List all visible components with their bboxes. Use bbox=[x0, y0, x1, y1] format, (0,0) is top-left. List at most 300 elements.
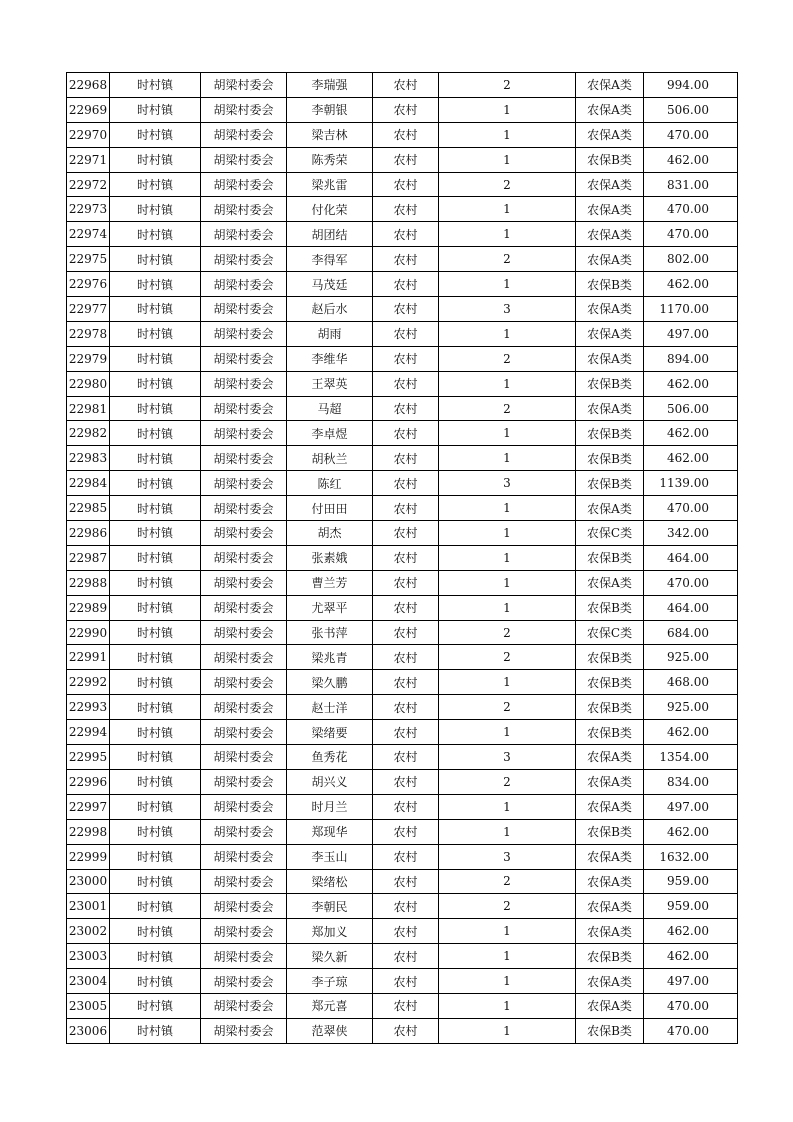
count-cell: 1 bbox=[439, 371, 576, 396]
village-committee-cell: 胡梁村委会 bbox=[201, 794, 287, 819]
row-id-cell: 22991 bbox=[67, 645, 110, 670]
village-committee-cell: 胡梁村委会 bbox=[201, 446, 287, 471]
row-id-cell: 22970 bbox=[67, 122, 110, 147]
name-cell: 付田田 bbox=[287, 496, 373, 521]
amount-cell: 470.00 bbox=[644, 197, 738, 222]
category-cell: 农保A类 bbox=[576, 197, 644, 222]
row-id-cell: 22977 bbox=[67, 297, 110, 322]
table-row bbox=[67, 695, 738, 720]
table-row bbox=[67, 172, 738, 197]
area-type-cell: 农村 bbox=[373, 670, 439, 695]
amount-cell: 497.00 bbox=[644, 794, 738, 819]
amount-cell: 959.00 bbox=[644, 869, 738, 894]
table-row bbox=[67, 1018, 738, 1043]
category-cell: 农保B类 bbox=[576, 446, 644, 471]
row-id-cell: 22994 bbox=[67, 720, 110, 745]
name-cell: 李得军 bbox=[287, 247, 373, 272]
name-cell: 付化荣 bbox=[287, 197, 373, 222]
amount-cell: 470.00 bbox=[644, 993, 738, 1018]
village-committee-cell: 胡梁村委会 bbox=[201, 496, 287, 521]
category-cell: 农保B类 bbox=[576, 1018, 644, 1043]
amount-cell: 506.00 bbox=[644, 396, 738, 421]
amount-cell: 464.00 bbox=[644, 545, 738, 570]
category-cell: 农保A类 bbox=[576, 172, 644, 197]
area-type-cell: 农村 bbox=[373, 346, 439, 371]
category-cell: 农保A类 bbox=[576, 570, 644, 595]
town-cell: 时村镇 bbox=[110, 471, 201, 496]
town-cell: 时村镇 bbox=[110, 819, 201, 844]
name-cell: 梁绪要 bbox=[287, 720, 373, 745]
area-type-cell: 农村 bbox=[373, 570, 439, 595]
count-cell: 1 bbox=[439, 147, 576, 172]
amount-cell: 506.00 bbox=[644, 97, 738, 122]
table-row bbox=[67, 844, 738, 869]
name-cell: 梁绪松 bbox=[287, 869, 373, 894]
row-id-cell: 22969 bbox=[67, 97, 110, 122]
count-cell: 3 bbox=[439, 297, 576, 322]
count-cell: 1 bbox=[439, 819, 576, 844]
area-type-cell: 农村 bbox=[373, 471, 439, 496]
row-id-cell: 22978 bbox=[67, 321, 110, 346]
amount-cell: 497.00 bbox=[644, 321, 738, 346]
category-cell: 农保A类 bbox=[576, 222, 644, 247]
village-committee-cell: 胡梁村委会 bbox=[201, 695, 287, 720]
town-cell: 时村镇 bbox=[110, 620, 201, 645]
area-type-cell: 农村 bbox=[373, 371, 439, 396]
area-type-cell: 农村 bbox=[373, 197, 439, 222]
category-cell: 农保B类 bbox=[576, 421, 644, 446]
name-cell: 李朝民 bbox=[287, 894, 373, 919]
area-type-cell: 农村 bbox=[373, 272, 439, 297]
village-committee-cell: 胡梁村委会 bbox=[201, 272, 287, 297]
area-type-cell: 农村 bbox=[373, 1018, 439, 1043]
town-cell: 时村镇 bbox=[110, 869, 201, 894]
village-committee-cell: 胡梁村委会 bbox=[201, 545, 287, 570]
town-cell: 时村镇 bbox=[110, 645, 201, 670]
area-type-cell: 农村 bbox=[373, 894, 439, 919]
area-type-cell: 农村 bbox=[373, 595, 439, 620]
village-committee-cell: 胡梁村委会 bbox=[201, 645, 287, 670]
row-id-cell: 22984 bbox=[67, 471, 110, 496]
town-cell: 时村镇 bbox=[110, 745, 201, 770]
category-cell: 农保B类 bbox=[576, 272, 644, 297]
town-cell: 时村镇 bbox=[110, 894, 201, 919]
row-id-cell: 23006 bbox=[67, 1018, 110, 1043]
row-id-cell: 22997 bbox=[67, 794, 110, 819]
area-type-cell: 农村 bbox=[373, 645, 439, 670]
village-committee-cell: 胡梁村委会 bbox=[201, 670, 287, 695]
village-committee-cell: 胡梁村委会 bbox=[201, 521, 287, 546]
area-type-cell: 农村 bbox=[373, 122, 439, 147]
town-cell: 时村镇 bbox=[110, 421, 201, 446]
category-cell: 农保C类 bbox=[576, 620, 644, 645]
table-row bbox=[67, 396, 738, 421]
area-type-cell: 农村 bbox=[373, 620, 439, 645]
village-committee-cell: 胡梁村委会 bbox=[201, 819, 287, 844]
category-cell: 农保B类 bbox=[576, 819, 644, 844]
area-type-cell: 农村 bbox=[373, 521, 439, 546]
row-id-cell: 22975 bbox=[67, 247, 110, 272]
table-row bbox=[67, 346, 738, 371]
row-id-cell: 22999 bbox=[67, 844, 110, 869]
amount-cell: 1139.00 bbox=[644, 471, 738, 496]
category-cell: 农保B类 bbox=[576, 545, 644, 570]
town-cell: 时村镇 bbox=[110, 1018, 201, 1043]
category-cell: 农保B类 bbox=[576, 371, 644, 396]
row-id-cell: 22981 bbox=[67, 396, 110, 421]
area-type-cell: 农村 bbox=[373, 297, 439, 322]
amount-cell: 342.00 bbox=[644, 521, 738, 546]
name-cell: 李玉山 bbox=[287, 844, 373, 869]
count-cell: 3 bbox=[439, 844, 576, 869]
table-row bbox=[67, 197, 738, 222]
village-committee-cell: 胡梁村委会 bbox=[201, 122, 287, 147]
name-cell: 陈秀荣 bbox=[287, 147, 373, 172]
town-cell: 时村镇 bbox=[110, 595, 201, 620]
area-type-cell: 农村 bbox=[373, 396, 439, 421]
village-committee-cell: 胡梁村委会 bbox=[201, 396, 287, 421]
amount-cell: 468.00 bbox=[644, 670, 738, 695]
town-cell: 时村镇 bbox=[110, 670, 201, 695]
row-id-cell: 22980 bbox=[67, 371, 110, 396]
category-cell: 农保A类 bbox=[576, 794, 644, 819]
village-committee-cell: 胡梁村委会 bbox=[201, 869, 287, 894]
area-type-cell: 农村 bbox=[373, 421, 439, 446]
area-type-cell: 农村 bbox=[373, 844, 439, 869]
table-row bbox=[67, 371, 738, 396]
amount-cell: 462.00 bbox=[644, 720, 738, 745]
village-committee-cell: 胡梁村委会 bbox=[201, 197, 287, 222]
town-cell: 时村镇 bbox=[110, 570, 201, 595]
area-type-cell: 农村 bbox=[373, 73, 439, 98]
town-cell: 时村镇 bbox=[110, 321, 201, 346]
category-cell: 农保A类 bbox=[576, 969, 644, 994]
name-cell: 李朝银 bbox=[287, 97, 373, 122]
row-id-cell: 22990 bbox=[67, 620, 110, 645]
amount-cell: 831.00 bbox=[644, 172, 738, 197]
area-type-cell: 农村 bbox=[373, 919, 439, 944]
town-cell: 时村镇 bbox=[110, 496, 201, 521]
row-id-cell: 22982 bbox=[67, 421, 110, 446]
table-row bbox=[67, 247, 738, 272]
row-id-cell: 22972 bbox=[67, 172, 110, 197]
village-committee-cell: 胡梁村委会 bbox=[201, 371, 287, 396]
amount-cell: 462.00 bbox=[644, 819, 738, 844]
name-cell: 张素娥 bbox=[287, 545, 373, 570]
village-committee-cell: 胡梁村委会 bbox=[201, 1018, 287, 1043]
amount-cell: 462.00 bbox=[644, 446, 738, 471]
table-row bbox=[67, 272, 738, 297]
count-cell: 2 bbox=[439, 247, 576, 272]
row-id-cell: 22993 bbox=[67, 695, 110, 720]
town-cell: 时村镇 bbox=[110, 147, 201, 172]
category-cell: 农保A类 bbox=[576, 869, 644, 894]
category-cell: 农保A类 bbox=[576, 321, 644, 346]
count-cell: 1 bbox=[439, 570, 576, 595]
amount-cell: 470.00 bbox=[644, 570, 738, 595]
category-cell: 农保A类 bbox=[576, 919, 644, 944]
row-id-cell: 22983 bbox=[67, 446, 110, 471]
table-row bbox=[67, 894, 738, 919]
row-id-cell: 22992 bbox=[67, 670, 110, 695]
amount-cell: 470.00 bbox=[644, 122, 738, 147]
name-cell: 郑加义 bbox=[287, 919, 373, 944]
category-cell: 农保A类 bbox=[576, 297, 644, 322]
count-cell: 1 bbox=[439, 720, 576, 745]
name-cell: 梁久鹏 bbox=[287, 670, 373, 695]
table-row bbox=[67, 73, 738, 98]
name-cell: 曹兰芳 bbox=[287, 570, 373, 595]
name-cell: 梁久新 bbox=[287, 944, 373, 969]
count-cell: 1 bbox=[439, 993, 576, 1018]
table-row bbox=[67, 446, 738, 471]
name-cell: 李瑞强 bbox=[287, 73, 373, 98]
village-committee-cell: 胡梁村委会 bbox=[201, 993, 287, 1018]
amount-cell: 497.00 bbox=[644, 969, 738, 994]
area-type-cell: 农村 bbox=[373, 969, 439, 994]
count-cell: 1 bbox=[439, 521, 576, 546]
amount-cell: 1354.00 bbox=[644, 745, 738, 770]
table-row bbox=[67, 297, 738, 322]
town-cell: 时村镇 bbox=[110, 769, 201, 794]
count-cell: 3 bbox=[439, 745, 576, 770]
count-cell: 2 bbox=[439, 894, 576, 919]
amount-cell: 925.00 bbox=[644, 695, 738, 720]
village-committee-cell: 胡梁村委会 bbox=[201, 720, 287, 745]
name-cell: 马超 bbox=[287, 396, 373, 421]
amount-cell: 1170.00 bbox=[644, 297, 738, 322]
row-id-cell: 22971 bbox=[67, 147, 110, 172]
table-row bbox=[67, 570, 738, 595]
town-cell: 时村镇 bbox=[110, 919, 201, 944]
category-cell: 农保A类 bbox=[576, 97, 644, 122]
village-committee-cell: 胡梁村委会 bbox=[201, 297, 287, 322]
count-cell: 1 bbox=[439, 421, 576, 446]
area-type-cell: 农村 bbox=[373, 695, 439, 720]
row-id-cell: 22985 bbox=[67, 496, 110, 521]
row-id-cell: 22996 bbox=[67, 769, 110, 794]
name-cell: 赵士洋 bbox=[287, 695, 373, 720]
count-cell: 1 bbox=[439, 496, 576, 521]
table-row bbox=[67, 993, 738, 1018]
name-cell: 王翠英 bbox=[287, 371, 373, 396]
row-id-cell: 22973 bbox=[67, 197, 110, 222]
table-row bbox=[67, 97, 738, 122]
town-cell: 时村镇 bbox=[110, 545, 201, 570]
amount-cell: 684.00 bbox=[644, 620, 738, 645]
area-type-cell: 农村 bbox=[373, 745, 439, 770]
row-id-cell: 22989 bbox=[67, 595, 110, 620]
name-cell: 陈红 bbox=[287, 471, 373, 496]
count-cell: 1 bbox=[439, 944, 576, 969]
category-cell: 农保A类 bbox=[576, 122, 644, 147]
table-row bbox=[67, 645, 738, 670]
table-row bbox=[67, 794, 738, 819]
count-cell: 1 bbox=[439, 1018, 576, 1043]
count-cell: 2 bbox=[439, 346, 576, 371]
amount-cell: 925.00 bbox=[644, 645, 738, 670]
name-cell: 胡秋兰 bbox=[287, 446, 373, 471]
area-type-cell: 农村 bbox=[373, 496, 439, 521]
village-committee-cell: 胡梁村委会 bbox=[201, 247, 287, 272]
table-row bbox=[67, 670, 738, 695]
category-cell: 农保A类 bbox=[576, 496, 644, 521]
name-cell: 胡雨 bbox=[287, 321, 373, 346]
village-committee-cell: 胡梁村委会 bbox=[201, 147, 287, 172]
amount-cell: 834.00 bbox=[644, 769, 738, 794]
name-cell: 赵后水 bbox=[287, 297, 373, 322]
area-type-cell: 农村 bbox=[373, 222, 439, 247]
town-cell: 时村镇 bbox=[110, 844, 201, 869]
town-cell: 时村镇 bbox=[110, 97, 201, 122]
town-cell: 时村镇 bbox=[110, 222, 201, 247]
town-cell: 时村镇 bbox=[110, 944, 201, 969]
area-type-cell: 农村 bbox=[373, 545, 439, 570]
count-cell: 2 bbox=[439, 869, 576, 894]
amount-cell: 802.00 bbox=[644, 247, 738, 272]
category-cell: 农保A类 bbox=[576, 844, 644, 869]
amount-cell: 1632.00 bbox=[644, 844, 738, 869]
category-cell: 农保B类 bbox=[576, 695, 644, 720]
category-cell: 农保A类 bbox=[576, 396, 644, 421]
area-type-cell: 农村 bbox=[373, 97, 439, 122]
area-type-cell: 农村 bbox=[373, 720, 439, 745]
name-cell: 梁兆青 bbox=[287, 645, 373, 670]
table-row bbox=[67, 521, 738, 546]
table-row bbox=[67, 545, 738, 570]
row-id-cell: 22998 bbox=[67, 819, 110, 844]
category-cell: 农保B类 bbox=[576, 595, 644, 620]
table-row bbox=[67, 969, 738, 994]
table-row bbox=[67, 745, 738, 770]
category-cell: 农保A类 bbox=[576, 993, 644, 1018]
table-row bbox=[67, 595, 738, 620]
table-row bbox=[67, 819, 738, 844]
village-committee-cell: 胡梁村委会 bbox=[201, 421, 287, 446]
area-type-cell: 农村 bbox=[373, 993, 439, 1018]
area-type-cell: 农村 bbox=[373, 869, 439, 894]
category-cell: 农保B类 bbox=[576, 720, 644, 745]
amount-cell: 994.00 bbox=[644, 73, 738, 98]
category-cell: 农保A类 bbox=[576, 247, 644, 272]
count-cell: 2 bbox=[439, 73, 576, 98]
name-cell: 郑现华 bbox=[287, 819, 373, 844]
count-cell: 1 bbox=[439, 97, 576, 122]
town-cell: 时村镇 bbox=[110, 172, 201, 197]
category-cell: 农保B类 bbox=[576, 147, 644, 172]
village-committee-cell: 胡梁村委会 bbox=[201, 172, 287, 197]
name-cell: 李子琼 bbox=[287, 969, 373, 994]
count-cell: 1 bbox=[439, 670, 576, 695]
village-committee-cell: 胡梁村委会 bbox=[201, 944, 287, 969]
table-row bbox=[67, 769, 738, 794]
town-cell: 时村镇 bbox=[110, 346, 201, 371]
count-cell: 1 bbox=[439, 545, 576, 570]
village-committee-cell: 胡梁村委会 bbox=[201, 97, 287, 122]
town-cell: 时村镇 bbox=[110, 695, 201, 720]
name-cell: 郑元喜 bbox=[287, 993, 373, 1018]
area-type-cell: 农村 bbox=[373, 769, 439, 794]
name-cell: 梁吉林 bbox=[287, 122, 373, 147]
name-cell: 张书萍 bbox=[287, 620, 373, 645]
category-cell: 农保A类 bbox=[576, 346, 644, 371]
village-committee-cell: 胡梁村委会 bbox=[201, 769, 287, 794]
name-cell: 胡团结 bbox=[287, 222, 373, 247]
name-cell: 胡杰 bbox=[287, 521, 373, 546]
row-id-cell: 23001 bbox=[67, 894, 110, 919]
count-cell: 2 bbox=[439, 620, 576, 645]
table-row bbox=[67, 944, 738, 969]
table-row bbox=[67, 869, 738, 894]
category-cell: 农保C类 bbox=[576, 521, 644, 546]
amount-cell: 462.00 bbox=[644, 421, 738, 446]
category-cell: 农保A类 bbox=[576, 745, 644, 770]
amount-cell: 470.00 bbox=[644, 222, 738, 247]
count-cell: 1 bbox=[439, 919, 576, 944]
village-committee-cell: 胡梁村委会 bbox=[201, 346, 287, 371]
count-cell: 2 bbox=[439, 769, 576, 794]
row-id-cell: 22986 bbox=[67, 521, 110, 546]
row-id-cell: 23005 bbox=[67, 993, 110, 1018]
area-type-cell: 农村 bbox=[373, 819, 439, 844]
village-committee-cell: 胡梁村委会 bbox=[201, 595, 287, 620]
table-row bbox=[67, 720, 738, 745]
name-cell: 尤翠平 bbox=[287, 595, 373, 620]
count-cell: 1 bbox=[439, 122, 576, 147]
village-committee-cell: 胡梁村委会 bbox=[201, 471, 287, 496]
table-row bbox=[67, 321, 738, 346]
table-row bbox=[67, 122, 738, 147]
village-committee-cell: 胡梁村委会 bbox=[201, 969, 287, 994]
table-row bbox=[67, 620, 738, 645]
count-cell: 2 bbox=[439, 396, 576, 421]
area-type-cell: 农村 bbox=[373, 944, 439, 969]
village-committee-cell: 胡梁村委会 bbox=[201, 73, 287, 98]
data-table bbox=[66, 72, 738, 1044]
name-cell: 时月兰 bbox=[287, 794, 373, 819]
area-type-cell: 农村 bbox=[373, 321, 439, 346]
village-committee-cell: 胡梁村委会 bbox=[201, 620, 287, 645]
count-cell: 1 bbox=[439, 321, 576, 346]
name-cell: 李维华 bbox=[287, 346, 373, 371]
category-cell: 农保B类 bbox=[576, 471, 644, 496]
count-cell: 2 bbox=[439, 645, 576, 670]
table-body bbox=[67, 73, 738, 1044]
category-cell: 农保B类 bbox=[576, 645, 644, 670]
town-cell: 时村镇 bbox=[110, 371, 201, 396]
table-row bbox=[67, 147, 738, 172]
town-cell: 时村镇 bbox=[110, 272, 201, 297]
count-cell: 2 bbox=[439, 695, 576, 720]
name-cell: 马茂廷 bbox=[287, 272, 373, 297]
area-type-cell: 农村 bbox=[373, 247, 439, 272]
amount-cell: 464.00 bbox=[644, 595, 738, 620]
town-cell: 时村镇 bbox=[110, 247, 201, 272]
town-cell: 时村镇 bbox=[110, 521, 201, 546]
table-row bbox=[67, 471, 738, 496]
village-committee-cell: 胡梁村委会 bbox=[201, 919, 287, 944]
name-cell: 鱼秀花 bbox=[287, 745, 373, 770]
row-id-cell: 22974 bbox=[67, 222, 110, 247]
town-cell: 时村镇 bbox=[110, 73, 201, 98]
category-cell: 农保A类 bbox=[576, 894, 644, 919]
town-cell: 时村镇 bbox=[110, 720, 201, 745]
count-cell: 1 bbox=[439, 197, 576, 222]
area-type-cell: 农村 bbox=[373, 172, 439, 197]
count-cell: 1 bbox=[439, 272, 576, 297]
count-cell: 3 bbox=[439, 471, 576, 496]
area-type-cell: 农村 bbox=[373, 147, 439, 172]
